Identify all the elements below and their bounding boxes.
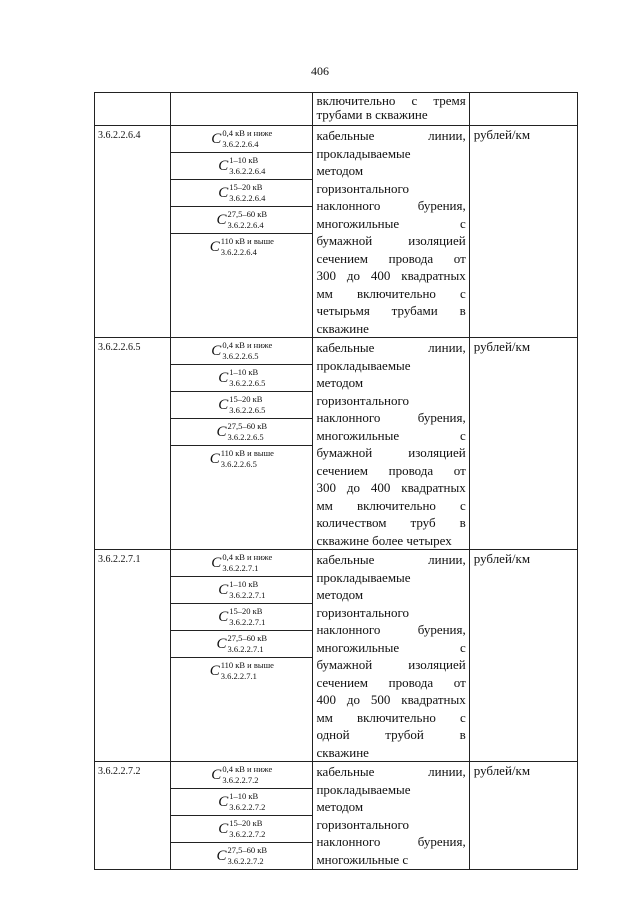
cost-symbol-row bbox=[171, 550, 312, 577]
description-line: наклонного бурения, bbox=[316, 834, 466, 849]
table-row bbox=[95, 126, 578, 338]
description-line: кабельные линии, bbox=[316, 340, 466, 355]
cost-symbol bbox=[211, 554, 272, 572]
voltage-superscript: 27,5–60 кВ bbox=[227, 421, 268, 431]
cost-symbol-row bbox=[171, 365, 312, 392]
cost-symbol-letter: C bbox=[216, 635, 227, 652]
description-line: 300 до 400 квадратных bbox=[316, 480, 466, 495]
index-subscript: 3.6.2.2.6.5 bbox=[229, 378, 266, 388]
description-line: методом bbox=[316, 799, 364, 814]
description-line: сечением провода от bbox=[316, 250, 466, 266]
description-line: наклонного бурения, bbox=[316, 410, 466, 425]
cost-symbol bbox=[211, 342, 272, 360]
description-cell bbox=[313, 762, 469, 870]
voltage-superscript: 0,4 кВ и ниже bbox=[222, 340, 273, 350]
description-line: горизонтального bbox=[316, 180, 410, 196]
index-subscript: 3.6.2.2.7.2 bbox=[227, 856, 264, 866]
voltage-superscript: 0,4 кВ и ниже bbox=[222, 128, 273, 138]
cost-symbol-row bbox=[171, 392, 312, 419]
index-subscript: 3.6.2.2.6.4 bbox=[222, 139, 259, 149]
description-line: методом bbox=[316, 587, 364, 602]
cost-symbol-letter: C bbox=[216, 847, 227, 864]
tariff-table bbox=[94, 92, 578, 870]
description-line: многожильные с bbox=[316, 215, 466, 231]
cost-symbol bbox=[210, 450, 274, 468]
voltage-superscript: 0,4 кВ и ниже bbox=[222, 764, 273, 774]
index-subscript: 3.6.2.2.7.2 bbox=[229, 802, 266, 812]
cost-symbol-row bbox=[171, 419, 312, 446]
description-line: горизонтального bbox=[316, 392, 410, 408]
index-subscript: 3.6.2.2.6.4 bbox=[229, 166, 266, 176]
index-subscript: 3.6.2.2.7.2 bbox=[229, 829, 266, 839]
index-subscript: 3.6.2.2.7.1 bbox=[229, 590, 266, 600]
description-line: включительно с тремя bbox=[316, 94, 466, 108]
voltage-superscript: 110 кВ и выше bbox=[220, 448, 274, 458]
cost-symbol-row bbox=[171, 207, 312, 234]
cost-symbol bbox=[218, 793, 265, 811]
cost-symbol bbox=[218, 396, 265, 414]
cost-symbol-row bbox=[171, 338, 312, 365]
table-row bbox=[95, 550, 578, 762]
voltage-superscript: 27,5–60 кВ bbox=[227, 633, 268, 643]
description-line: скважине более четырех bbox=[316, 532, 452, 548]
voltage-superscript: 0,4 кВ и ниже bbox=[222, 552, 273, 562]
description-line: прокладываемые bbox=[316, 357, 411, 373]
description-line: трубами в скважине bbox=[316, 108, 428, 122]
description-line: наклонного бурения, bbox=[316, 198, 466, 213]
description-line: бумажной изоляцией bbox=[316, 445, 466, 460]
description-line: прокладываемые bbox=[316, 781, 411, 797]
cost-symbol bbox=[218, 581, 265, 599]
symbol-cell bbox=[171, 550, 313, 762]
symbol-cell bbox=[171, 126, 313, 338]
cost-symbol bbox=[211, 130, 272, 148]
code-cell: 3.6.2.2.6.5 bbox=[95, 338, 171, 550]
description-cell bbox=[313, 338, 469, 550]
cost-symbol-row bbox=[171, 631, 312, 658]
description-line: наклонного бурения, bbox=[316, 622, 466, 637]
cost-symbol bbox=[217, 635, 268, 653]
cost-symbol-letter: C bbox=[216, 423, 227, 440]
cost-symbol-letter: C bbox=[211, 130, 222, 147]
cost-symbol-letter: C bbox=[209, 238, 220, 255]
symbol-cell bbox=[171, 762, 313, 870]
cost-symbol bbox=[211, 766, 272, 784]
unit-cell bbox=[469, 93, 577, 126]
cost-symbol-letter: C bbox=[209, 450, 220, 467]
cost-symbol bbox=[217, 847, 268, 865]
index-subscript: 3.6.2.2.6.4 bbox=[229, 193, 266, 203]
voltage-superscript: 15–20 кВ bbox=[229, 182, 263, 192]
unit-cell: рублей/км bbox=[469, 126, 577, 338]
voltage-superscript: 27,5–60 кВ bbox=[227, 209, 268, 219]
description-line: скважине bbox=[316, 744, 369, 760]
index-subscript: 3.6.2.2.7.1 bbox=[222, 563, 259, 573]
description-line: одной трубой в bbox=[316, 727, 466, 742]
cost-symbol-letter: C bbox=[218, 369, 229, 386]
description-line: горизонтального bbox=[316, 604, 410, 620]
index-subscript: 3.6.2.2.7.1 bbox=[227, 644, 264, 654]
cost-symbol-row bbox=[171, 762, 312, 789]
voltage-superscript: 110 кВ и выше bbox=[220, 660, 274, 670]
cost-symbol-letter: C bbox=[211, 766, 222, 783]
cost-symbol-letter: C bbox=[218, 820, 229, 837]
unit-cell: рублей/км bbox=[469, 338, 577, 550]
cost-symbol-row bbox=[171, 234, 312, 260]
cost-symbol bbox=[210, 238, 274, 256]
description-cell bbox=[313, 550, 469, 762]
symbol-cell bbox=[171, 338, 313, 550]
cost-symbol bbox=[218, 608, 265, 626]
voltage-superscript: 110 кВ и выше bbox=[220, 236, 274, 246]
description-line: сечением провода от bbox=[316, 674, 466, 690]
code-cell: 3.6.2.2.7.1 bbox=[95, 550, 171, 762]
description-line: сечением провода от bbox=[316, 462, 466, 478]
cost-symbol-row bbox=[171, 604, 312, 631]
cost-symbol bbox=[218, 184, 265, 202]
cost-symbol-letter: C bbox=[218, 184, 229, 201]
description-line: мм включительно с bbox=[316, 285, 466, 301]
cost-symbol-row bbox=[171, 126, 312, 153]
index-subscript: 3.6.2.2.6.4 bbox=[220, 247, 257, 257]
cost-symbol-row bbox=[171, 816, 312, 843]
cost-symbol-letter: C bbox=[216, 211, 227, 228]
voltage-superscript: 1–10 кВ bbox=[229, 791, 259, 801]
table-row bbox=[95, 338, 578, 550]
cost-symbol bbox=[210, 662, 274, 680]
voltage-superscript: 1–10 кВ bbox=[229, 367, 259, 377]
cost-symbol-letter: C bbox=[218, 608, 229, 625]
description-line: мм включительно с bbox=[316, 709, 466, 725]
index-subscript: 3.6.2.2.6.5 bbox=[222, 351, 259, 361]
cost-symbol-row bbox=[171, 577, 312, 604]
cost-symbol bbox=[218, 157, 265, 175]
description-line: бумажной изоляцией bbox=[316, 233, 466, 248]
description-line: кабельные линии, bbox=[316, 552, 466, 567]
description-cell bbox=[313, 126, 469, 338]
cost-symbol-letter: C bbox=[218, 396, 229, 413]
cost-symbol-letter: C bbox=[218, 793, 229, 810]
description-line: многожильные с bbox=[316, 851, 409, 867]
index-subscript: 3.6.2.2.7.1 bbox=[229, 617, 266, 627]
description-line: методом bbox=[316, 163, 364, 178]
symbol-cell bbox=[171, 93, 313, 126]
cost-symbol bbox=[217, 423, 268, 441]
voltage-superscript: 15–20 кВ bbox=[229, 394, 263, 404]
description-line: количеством труб в bbox=[316, 515, 466, 530]
index-subscript: 3.6.2.2.7.1 bbox=[220, 671, 257, 681]
description-line: мм включительно с bbox=[316, 497, 466, 513]
cost-symbol bbox=[218, 369, 265, 387]
description-line: прокладываемые bbox=[316, 569, 411, 585]
index-subscript: 3.6.2.2.6.5 bbox=[229, 405, 266, 415]
index-subscript: 3.6.2.2.6.4 bbox=[227, 220, 264, 230]
cost-symbol-row bbox=[171, 843, 312, 869]
description-line: бумажной изоляцией bbox=[316, 657, 466, 672]
table-row-carryover bbox=[95, 93, 578, 126]
description-line: прокладываемые bbox=[316, 145, 411, 161]
voltage-superscript: 15–20 кВ bbox=[229, 606, 263, 616]
code-cell: 3.6.2.2.6.4 bbox=[95, 126, 171, 338]
table-row bbox=[95, 762, 578, 870]
description-line: 400 до 500 квадратных bbox=[316, 692, 466, 707]
cost-symbol bbox=[217, 211, 268, 229]
cost-symbol-row bbox=[171, 789, 312, 816]
page-number: 406 bbox=[311, 64, 329, 78]
description-line: скважине bbox=[316, 320, 369, 336]
unit-cell: рублей/км bbox=[469, 550, 577, 762]
cost-symbol bbox=[218, 820, 265, 838]
description-line: 300 до 400 квадратных bbox=[316, 268, 466, 283]
description-line: кабельные линии, bbox=[316, 128, 466, 143]
description-line: многожильные с bbox=[316, 639, 466, 655]
description-cell bbox=[313, 93, 469, 126]
description-line: многожильные с bbox=[316, 427, 466, 443]
index-subscript: 3.6.2.2.6.5 bbox=[227, 432, 264, 442]
table-body bbox=[95, 93, 578, 870]
code-cell bbox=[95, 93, 171, 126]
voltage-superscript: 27,5–60 кВ bbox=[227, 845, 268, 855]
index-subscript: 3.6.2.2.7.2 bbox=[222, 775, 259, 785]
description-line: кабельные линии, bbox=[316, 764, 466, 779]
unit-cell: рублей/км bbox=[469, 762, 577, 870]
description-line: горизонтального bbox=[316, 816, 410, 832]
cost-symbol-row bbox=[171, 446, 312, 472]
cost-symbol-letter: C bbox=[209, 662, 220, 679]
code-cell: 3.6.2.2.7.2 bbox=[95, 762, 171, 870]
description-line: методом bbox=[316, 375, 364, 390]
cost-symbol-letter: C bbox=[218, 157, 229, 174]
cost-symbol-letter: C bbox=[218, 581, 229, 598]
cost-symbol-row bbox=[171, 153, 312, 180]
cost-symbol-letter: C bbox=[211, 342, 222, 359]
cost-symbol-row bbox=[171, 658, 312, 684]
cost-symbol-row bbox=[171, 180, 312, 207]
cost-symbol-letter: C bbox=[211, 554, 222, 571]
voltage-superscript: 1–10 кВ bbox=[229, 579, 259, 589]
description-line: четырьмя трубами в bbox=[316, 303, 466, 318]
index-subscript: 3.6.2.2.6.5 bbox=[220, 459, 257, 469]
voltage-superscript: 15–20 кВ bbox=[229, 818, 263, 828]
voltage-superscript: 1–10 кВ bbox=[229, 155, 259, 165]
